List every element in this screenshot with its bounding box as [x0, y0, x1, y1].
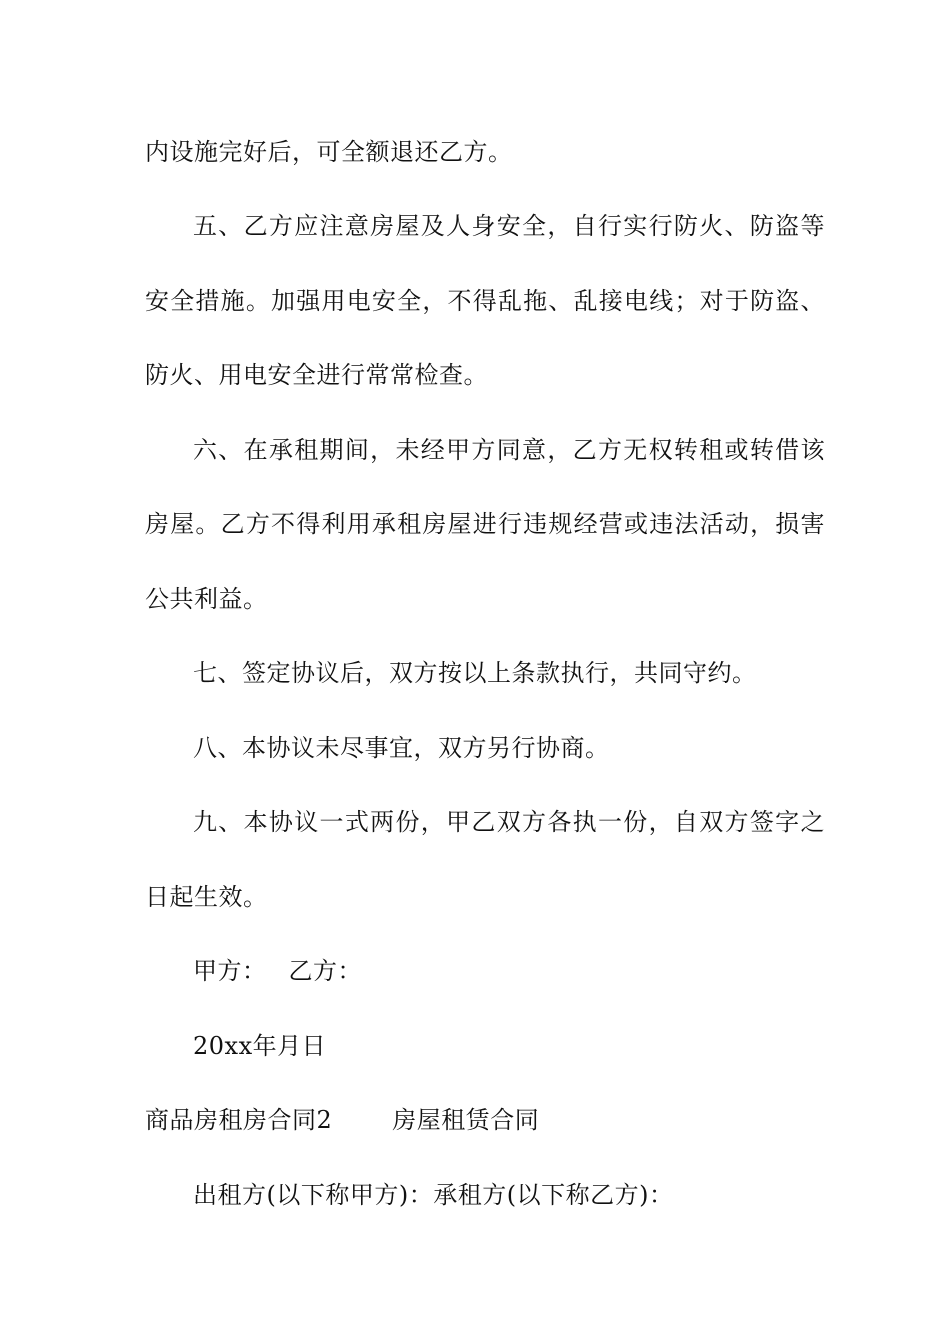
signature-line [193, 955, 825, 987]
contract-title: 房屋租赁合同 [392, 1106, 540, 1134]
paragraph-7: 七、签定协议后，双方按以上条款执行，共同守约。 [193, 659, 757, 687]
paragraph-9-line-1: 九、本协议一式两份，甲乙双方各执一份，自双方签字之 [193, 808, 825, 836]
parties-line: 出租方(以下称甲方)：承租方(以下称乙方)： [193, 1181, 674, 1209]
party-a-label: 甲方： [193, 957, 267, 985]
party-b-label: 乙方： [288, 957, 362, 985]
paragraph-5-line-2: 安全措施。加强用电安全，不得乱拖、乱接电线；对于防盗、 [145, 287, 825, 315]
paragraph-4-end: 内设施完好后，可全额退还乙方。 [145, 138, 513, 166]
paragraph-5-line-1: 五、乙方应注意房屋及人身安全，自行实行防火、防盗等 [193, 212, 825, 240]
paragraph-5-line-3: 防火、用电安全进行常常检查。 [145, 361, 488, 389]
paragraph-6-line-1: 六、在承租期间，未经甲方同意，乙方无权转租或转借该 [193, 436, 825, 464]
paragraph-6-line-3: 公共利益。 [145, 585, 268, 613]
section-heading: 商品房租房合同2 [145, 1106, 333, 1134]
paragraph-9-line-2: 日起生效。 [145, 883, 268, 911]
date-line: 20xx年月日 [193, 1032, 327, 1060]
paragraph-6-line-2: 房屋。乙方不得利用承租房屋进行违规经营或违法活动，损害 [145, 510, 825, 538]
paragraph-8: 八、本协议未尽事宜，双方另行协商。 [193, 734, 610, 762]
section-heading-line [145, 1104, 825, 1136]
